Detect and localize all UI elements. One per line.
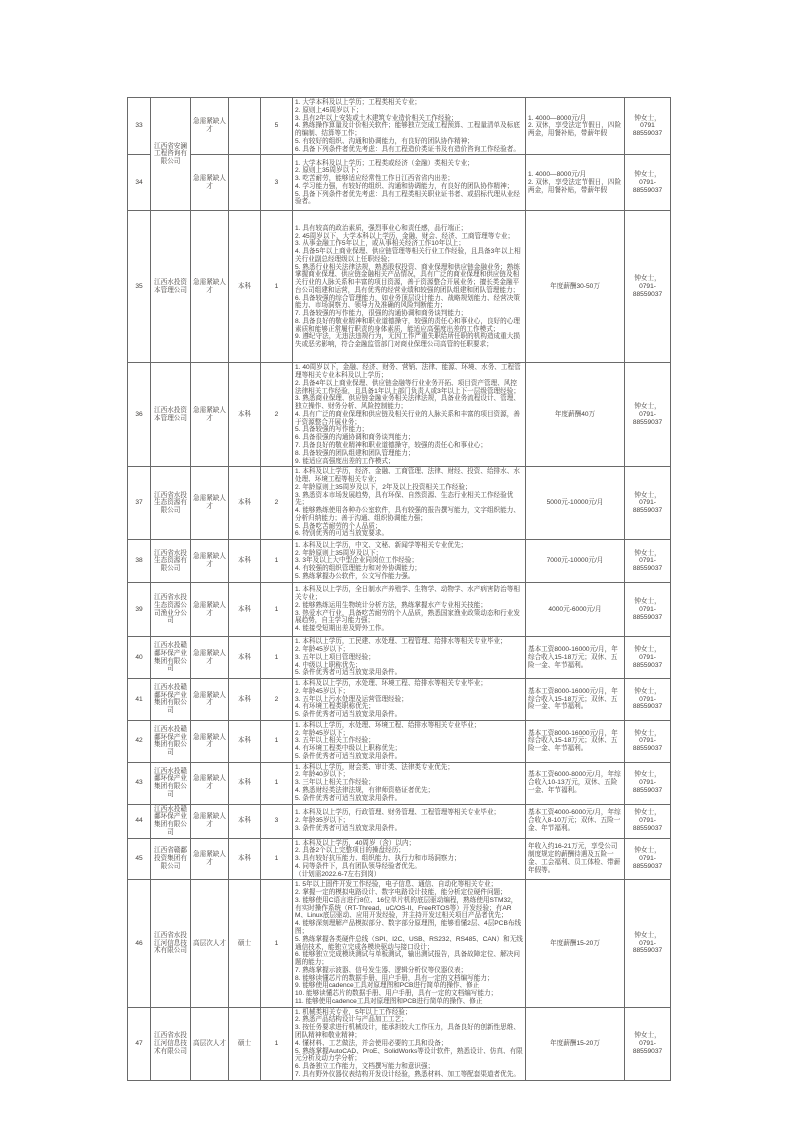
contact-cell xyxy=(625,762,671,804)
recruitment-table-body xyxy=(128,98,671,1081)
contact-cell xyxy=(625,467,671,540)
talent-type-cell: 急需紧缺人才 xyxy=(191,98,229,155)
contact-text: 88559037 xyxy=(632,661,663,669)
degree-cell: 本科 xyxy=(229,540,261,583)
row-number-cell: 43 xyxy=(128,762,151,804)
requirement-item: 6. 具备很强的沟通协调和商务谈判能力； xyxy=(295,434,415,442)
talent-type-cell: 急需紧缺人才 xyxy=(191,467,229,540)
requirements-cell xyxy=(293,679,526,721)
requirement-item: （计划需2022.6-7左右到岗） xyxy=(295,870,381,878)
row-number-cell: 34 xyxy=(128,155,151,211)
table-row xyxy=(128,720,671,762)
table-row xyxy=(128,1007,671,1080)
requirements-cell xyxy=(293,1007,526,1080)
requirements-cell xyxy=(293,880,526,1007)
requirement-item: 6. 能够独立完成模块测试与单板测试，输出测试报告，具备故障定位、解决问题的能力； xyxy=(295,951,520,967)
headcount-cell: 1 xyxy=(261,720,293,762)
requirements-cell xyxy=(293,583,526,637)
table-row xyxy=(128,679,671,721)
contact-text: 88559037 xyxy=(632,824,663,832)
contact-text: 0791- xyxy=(639,282,656,290)
degree-cell: 本科 xyxy=(229,762,261,804)
talent-type-cell: 高层次人才 xyxy=(191,880,229,1007)
salary-cell xyxy=(526,583,625,637)
requirement-item: 3. 能够使用C语言进行8位、16位单片机的底层驱动编程，熟练使用STM32，有实时操作系统（RT-Thread、uC/OS-II、FreeRTOS等）开发经验；有ARM、Linux底层驱动、应用开发经验，并主持开发过相关项目产品者优先； xyxy=(295,896,518,920)
requirements-cell xyxy=(293,762,526,804)
requirement-item: 2. 年龄35岁以下； xyxy=(295,817,350,825)
row-number-cell: 39 xyxy=(128,583,151,637)
headcount-cell: 2 xyxy=(261,679,293,721)
requirement-item: 2. 原则上35周岁以下； xyxy=(295,167,363,175)
company-cell: 江西省水投生态资源公司渔业分公司 xyxy=(151,583,191,637)
requirement-item: 4. 学习能力强，有较好的组织、沟通和协调能力，有良好的团队协作精神； xyxy=(295,182,514,190)
headcount-cell: 1 xyxy=(261,838,293,880)
requirement-item: 2. 年龄45岁以下； xyxy=(295,729,350,737)
row-number-cell: 35 xyxy=(128,211,151,363)
salary-cell xyxy=(526,467,625,540)
requirement-item: 1. 大学本科及以上学历；工程类或经济（金融）类相关专业； xyxy=(295,159,474,167)
contact-text: 钟女士， xyxy=(634,598,661,606)
salary-cell xyxy=(526,762,625,804)
contact-text: 0791- xyxy=(639,855,656,863)
salary-text: 年度薪酬15-20万 xyxy=(550,939,600,947)
contact-cell xyxy=(625,880,671,1007)
contact-text: 0791- xyxy=(639,653,656,661)
salary-cell xyxy=(526,720,625,762)
degree-cell: 本科 xyxy=(229,211,261,363)
salary-cell xyxy=(526,838,625,880)
requirement-item: 2. 年龄原则上35周岁及以下； xyxy=(295,549,383,557)
contact-text: 88559037 xyxy=(632,290,663,298)
table-row xyxy=(128,637,671,679)
requirement-item: 3. 熟悉商业保理、供应链金融业务相关法律法规，具备业务流程设计、管理、独立操作、财务分析、风险控制能力； xyxy=(295,395,520,411)
requirements-cell xyxy=(293,98,526,155)
requirements-cell xyxy=(293,211,526,363)
requirement-item: 5. 熟悉行业相关法律法规，熟悉股权投资、商业保理和供应链金融业务；熟练掌握商业保理、供应链金融相关产品情况，具有广泛的商业保理和供应链及相关行业的人脉关系和丰富的项目资源，善于资源整合开展业务；擅长类金融平台公司组建和运营，具有优秀的经营业绩和较强的团队组建和团队管理能力； xyxy=(295,263,520,294)
table-row xyxy=(128,98,671,155)
contact-text: 0791- xyxy=(639,939,656,947)
salary-cell xyxy=(526,98,625,155)
salary-cell xyxy=(526,880,625,1007)
requirements-cell xyxy=(293,467,526,540)
contact-text: 钟女士， xyxy=(634,1032,661,1039)
salary-cell xyxy=(526,211,625,363)
contact-text: 0791- xyxy=(639,557,656,565)
requirement-item: 3. 热爱水产行业，具备吃苦耐劳的个人品质，熟悉国家渔业政策动态和行业发展趋势，自主学习能力强； xyxy=(295,609,520,625)
contact-text: 0791- xyxy=(639,737,656,745)
talent-type-cell: 急需紧缺人才 xyxy=(191,155,229,211)
requirement-item: 1. 40周岁以下，金融、经济、财务、营销、法律、能源、环境、水务、工程管理等相关专业本科及以上学历； xyxy=(295,364,521,380)
contact-text: 88559037 xyxy=(632,1047,663,1055)
contact-text: 88559037 xyxy=(632,418,663,426)
contact-text: 钟女士， xyxy=(634,549,661,557)
requirement-item: 1. 本科及以上学历，水处理、环境工程、给排水等相关专业毕业； xyxy=(295,680,487,688)
requirement-item: 3. 熟悉资本市场发展趋势，具有环保、自然资源、生态行业相关工作经验优先； xyxy=(295,491,514,507)
contact-text: 88559037 xyxy=(632,186,663,194)
requirement-item: 1. 大学本科及以上学历；工程类相关专业； xyxy=(295,99,422,106)
row-number-cell: 36 xyxy=(128,363,151,467)
talent-type-cell: 急需紧缺人才 xyxy=(191,637,229,679)
table-row xyxy=(128,540,671,583)
contact-cell xyxy=(625,540,671,583)
requirement-item: 1. 本科及以上学历，经济、金融、工商管理、法律、财经、投资、给排水、水处理、环境工程等相关专业； xyxy=(295,468,520,484)
requirement-item: 9. 遵纪守法，无违法违规行为，无因工作严重失职给所任职的机构造成重大损失或恶劣影响，符合金融监管部门对商业保理公司高管的任职要求； xyxy=(295,333,520,349)
requirement-item: 1. 本科及以上学历，中文、文秘、新闻学等相关专业优先； xyxy=(295,541,468,549)
requirement-item: 3. 从事金融工作5年以上，或从事相关经济工作10年以上； xyxy=(295,240,465,248)
row-number-cell: 42 xyxy=(128,720,151,762)
salary-text: 基本工资6000-8000元/月，年综合收入10-13万元，双休、五险一金、年节福利。 xyxy=(528,771,621,794)
headcount-cell: 1 xyxy=(261,211,293,363)
contact-cell xyxy=(625,804,671,838)
salary-text: 基本工资8000-16000元/月，年综合收入15-18万元；双休、五险一金、年节福利。 xyxy=(528,687,618,711)
contact-cell xyxy=(625,583,671,637)
requirement-item: 4. 熟悉财经类法律法规，有律师资格证者优先； xyxy=(295,786,435,794)
salary-text: 1. 4000—8000元/月 xyxy=(528,114,587,122)
talent-type-cell: 急需紧缺人才 xyxy=(191,762,229,804)
requirement-item: 5. 条件优秀者可适当放宽录用条件。 xyxy=(295,752,402,760)
contact-text: 钟女士， xyxy=(634,931,661,939)
salary-text: 年收入约16-21万元，享受公司制度规定的薪酬待遇及五险一金、工会福利、员工体检、带薪年假等。 xyxy=(528,843,621,874)
table-row xyxy=(128,880,671,1007)
requirements-cell xyxy=(293,637,526,679)
requirement-item: 2. 年龄原则上35周岁及以下，2年及以上投资相关工作经验； xyxy=(295,483,472,491)
requirement-item: 7. 具备较强的写作能力，很强的沟通协调和商务谈判能力； xyxy=(295,310,468,318)
requirement-item: 3. 三年以上相关工作经验； xyxy=(295,779,375,787)
contact-text: 88559037 xyxy=(632,703,663,711)
salary-text: 2. 双休，享受法定节假日，四险两金，用餐补贴，带薪年假 xyxy=(528,178,622,194)
salary-text: 4000元-6000元/月 xyxy=(548,605,602,613)
requirement-item: 2. 年龄45岁以下； xyxy=(295,687,350,695)
contact-text: 钟女士， xyxy=(634,771,661,779)
talent-type-cell: 急需紧缺人才 xyxy=(191,583,229,637)
contact-cell xyxy=(625,363,671,467)
salary-text: 7000元-10000元/月 xyxy=(546,557,604,565)
requirement-item: 1. 5年以上固件开发工作经验，电子信息、通信、自动化等相关专业； xyxy=(295,881,498,889)
row-number-cell: 33 xyxy=(128,98,151,155)
salary-text: 5000元-10000元/月 xyxy=(546,499,604,507)
contact-text: 0791- xyxy=(639,178,656,186)
requirement-item: 4. 能够熟练使用各种办公室软件，具有较强的报告撰写能力，文字组织能力、分析归纳能力；善于沟通、组织协调能力强； xyxy=(295,507,520,522)
requirement-item: 11. 能够使用cadence工具对原理图和PCB进行简单的操作、修正 xyxy=(295,997,483,1005)
contact-text: 钟女士， xyxy=(634,171,661,179)
requirement-item: 4. 能够深刻理解产品模拟部分、数字部分原理图，能够看懂2层、4层PCB布线图； xyxy=(295,920,522,935)
requirement-item: 9. 能适应高强度出差的工作模式； xyxy=(295,457,395,465)
degree-cell: 本科 xyxy=(229,838,261,880)
contact-cell xyxy=(625,637,671,679)
contact-text: 钟女士， xyxy=(634,729,661,737)
degree-cell: 本科 xyxy=(229,679,261,721)
requirement-item: 5. 熟练掌握办公软件，公文写作能力强。 xyxy=(295,572,415,580)
requirements-cell xyxy=(293,155,526,211)
contact-text: 88559037 xyxy=(632,565,663,573)
requirement-item: 3. 吃苦耐劳，能够适应经常性工作日江西省省内出差； xyxy=(295,175,454,183)
requirement-item: 4. 有较强的组织管理能力和对外协调能力； xyxy=(295,565,422,573)
degree-cell xyxy=(229,155,261,211)
contact-text: 0791- xyxy=(639,410,656,418)
company-cell: 江西水投赣鄱环保产业集团有限公司 xyxy=(151,804,191,838)
table-row xyxy=(128,804,671,838)
headcount-cell: 1 xyxy=(261,762,293,804)
requirement-item: 5. 熟练掌握各类硬件总线（SPI、I2C、USB、RS232、RS485、CAN）和无线通信技术，能独立完成各模块驱动与接口设计； xyxy=(295,935,523,951)
requirement-item: 1. 本科及以上学历，全日制水产养殖学、生物学、动物学、水产病害防治等相关专业； xyxy=(295,586,520,602)
requirement-item: 4. 能接受短期出差及野外工作。 xyxy=(295,625,389,633)
recruitment-table xyxy=(127,97,671,1081)
salary-cell xyxy=(526,540,625,583)
row-number-cell: 40 xyxy=(128,637,151,679)
company-cell: 江西水投赣鄱环保产业集团有限公司 xyxy=(151,637,191,679)
requirement-item: 4. 懂材料、工艺做法，并会使用必要的工具和设备； xyxy=(295,1039,448,1047)
talent-type-cell: 急需紧缺人才 xyxy=(191,679,229,721)
table-row xyxy=(128,363,671,467)
requirement-item: 4. 有环境工程类中级以上职称优先； xyxy=(295,745,402,753)
headcount-cell: 2 xyxy=(261,467,293,540)
contact-cell xyxy=(625,211,671,363)
requirement-item: 3. 五年以上相关工作经验； xyxy=(295,737,375,745)
headcount-cell: 1 xyxy=(261,1007,293,1080)
requirement-item: 1. 本科及以上学历，40周岁（含）以内； xyxy=(295,839,416,847)
contact-text: 钟女士， xyxy=(634,275,661,283)
salary-text: 年度薪酬40万 xyxy=(554,410,596,418)
requirement-item: 8. 具备良好的敬业精神和职业道德操守，较强的责任心和事业心，良好的心理素质和能够正常履行职责的身体素质，能适应高强度出差的工作模式； xyxy=(295,317,520,333)
requirements-cell xyxy=(293,804,526,838)
requirement-item: 2. 能够熟练运用生物统计分析方法，熟练掌握水产专业相关技能； xyxy=(295,601,487,609)
requirement-item: 5. 条件优秀者可适当放宽录用条件。 xyxy=(295,794,402,802)
requirement-item: 7. 具有野外仪器仪表结构开发设计经验，熟悉材料、加工等配套渠道者优先。 xyxy=(295,1070,520,1078)
requirement-item: 5. 有较好的组织、沟通和协调能力，有良好的团队协作精神； xyxy=(295,137,474,145)
degree-cell: 本科 xyxy=(229,583,261,637)
salary-cell xyxy=(526,637,625,679)
headcount-cell: 3 xyxy=(261,804,293,838)
requirement-item: 4. 同等条件下，具有团队领导经验者优先。 xyxy=(295,862,422,870)
talent-type-cell: 急需紧缺人才 xyxy=(191,804,229,838)
salary-text: 1. 4000—8000元/月 xyxy=(528,171,587,179)
row-number-cell: 46 xyxy=(128,880,151,1007)
contact-cell xyxy=(625,720,671,762)
table-row xyxy=(128,467,671,540)
contact-text: 0791- xyxy=(639,817,656,825)
requirement-item: 5. 条件优秀者可适当放宽录用条件。 xyxy=(295,669,402,677)
company-cell: 江西水投赣鄱环保产业集团有限公司 xyxy=(151,679,191,721)
requirement-item: 2. 具备4年以上商业保理、供应链金融等行业业务开拓、项目资产管理、风控法律相关工作经验，且具备1年以上部门负责人或3年以上下一层级管理经验； xyxy=(295,379,520,395)
contact-text: 88559037 xyxy=(632,130,663,138)
requirement-item: 5. 熟练掌握AutoCAD、ProE、SolidWorks等设计软件，熟悉设计、仿真、有限元分析及动力学分析； xyxy=(295,1047,523,1063)
company-cell: 江西省水投江河信息技术有限公司 xyxy=(151,1007,191,1080)
headcount-cell: 5 xyxy=(261,98,293,155)
contact-cell xyxy=(625,98,671,155)
degree-cell: 本科 xyxy=(229,637,261,679)
row-number-cell: 44 xyxy=(128,804,151,838)
requirement-item: 2. 原则上45周岁以下； xyxy=(295,106,363,114)
requirement-item: 7. 具备良好的敬业精神和职业道德操守，较强的责任心和事业心； xyxy=(295,442,487,450)
salary-text: 基本工资8000-16000元/月，年综合收入15-18万元；双休、五险一金、年节福利。 xyxy=(528,729,618,753)
headcount-cell: 2 xyxy=(261,363,293,467)
requirement-item: 4. 具有广泛的商业保理和供应链及相关行业的人脉关系和丰富的项目资源，善于资源整合开展业务； xyxy=(295,410,520,426)
contact-text: 钟女士， xyxy=(634,809,661,817)
requirements-cell xyxy=(293,838,526,880)
row-number-cell: 41 xyxy=(128,679,151,721)
row-number-cell: 45 xyxy=(128,838,151,880)
contact-cell xyxy=(625,1007,671,1080)
salary-text: 2. 双休，享受法定节假日，四险两金，用餐补贴，带薪年假 xyxy=(528,122,622,138)
contact-cell xyxy=(625,155,671,211)
contact-cell xyxy=(625,838,671,880)
contact-text: 88559037 xyxy=(632,507,663,515)
contact-text: 0791- xyxy=(639,695,656,703)
requirement-item: 5. 具备较强的写作能力； xyxy=(295,426,369,434)
contact-text: 88559037 xyxy=(632,786,663,794)
company-cell: 江西省水投江河信息技术有限公司 xyxy=(151,880,191,1007)
degree-cell xyxy=(229,98,261,155)
talent-type-cell: 急需紧缺人才 xyxy=(191,363,229,467)
requirement-item: 2. 具备2个以上完整项目的操盘经历； xyxy=(295,847,405,855)
row-number-cell: 37 xyxy=(128,467,151,540)
requirement-item: 8. 具备较强的团队组建和团队管理能力； xyxy=(295,449,415,457)
contact-text: 钟女士， xyxy=(634,491,661,499)
requirement-item: 1. 本科及以上学历，行政管理、财务管理、工程管理等相关专业毕业； xyxy=(295,809,501,817)
requirements-cell xyxy=(293,540,526,583)
table-row xyxy=(128,838,671,880)
requirement-item: 3. 条件优秀者可适当放宽录用条件。 xyxy=(295,824,402,832)
requirements-cell xyxy=(293,720,526,762)
requirement-item: 4. 具备5年以上商业保理、供应链管理等相关行业工作经验，且具备3年以上相关行业副总经理级以上任职经验； xyxy=(295,248,521,263)
requirement-item: 3. 五年以上污水处理及运营管理经验； xyxy=(295,695,408,703)
contact-text: 88559037 xyxy=(632,862,663,870)
requirement-item: 6. 具备独立工作能力，文档撰写能力和意识强； xyxy=(295,1063,435,1071)
requirement-item: 1. 机械类相关专业，5年以上工作经验； xyxy=(295,1008,412,1016)
salary-cell xyxy=(526,679,625,721)
degree-cell: 硕士 xyxy=(229,880,261,1007)
table-row xyxy=(128,762,671,804)
headcount-cell: 1 xyxy=(261,540,293,583)
requirement-item: 2. 年龄45岁以下； xyxy=(295,645,350,653)
salary-cell xyxy=(526,155,625,211)
company-cell: 江西水投资本管理公司 xyxy=(151,211,191,363)
salary-text: 年度薪酬30-50万 xyxy=(550,282,600,290)
company-cell: 江西水投资本管理公司 xyxy=(151,363,191,467)
requirement-item: 4. 熟练操作算量及计价相关软件；能够独立完成工程预算、工程量清单及标底的编制、结算等工作； xyxy=(295,122,520,138)
contact-text: 0791- xyxy=(639,605,656,613)
requirement-item: 6. 具备较强的综合管理能力，如业务顶层设计能力、战略规划能力、经营决策能力、市场洞察力、领导力及准确的风险判断能力； xyxy=(295,294,520,310)
contact-text: 钟女士， xyxy=(634,847,661,855)
contact-text: 0791 xyxy=(640,122,655,130)
requirement-item: 2. 掌握一定的模拟电路设计、数字电路设计技能，能分析定位硬件问题； xyxy=(295,889,507,897)
company-cell: 江西省安澜工程咨询有限公司 xyxy=(151,98,191,211)
talent-type-cell: 高层次人才 xyxy=(191,1007,229,1080)
table-row xyxy=(128,583,671,637)
degree-cell: 本科 xyxy=(229,363,261,467)
company-cell: 江西省水投生态资源有限公司 xyxy=(151,540,191,583)
headcount-cell: 1 xyxy=(261,880,293,1007)
company-cell: 江西省水投生态资源有限公司 xyxy=(151,467,191,540)
degree-cell: 本科 xyxy=(229,804,261,838)
requirement-item: 10. 能够读懂芯片的数据手册、用户手册，具有一定的文档编写能力； xyxy=(295,990,498,998)
talent-type-cell: 急需紧缺人才 xyxy=(191,211,229,363)
requirements-cell xyxy=(293,363,526,467)
salary-text: 年度薪酬15-20万 xyxy=(550,1039,600,1047)
requirement-item: 3. 五年以上项目管理经验； xyxy=(295,653,375,661)
requirement-item: 5. 具备吃苦耐劳的个人品质； xyxy=(295,522,382,530)
company-cell: 江西水投赣鄱环保产业集团有限公司 xyxy=(151,762,191,804)
salary-text: 基本工资4000-6000元/月，年综合收入8-10万元；双休、五险一金、年节福利。 xyxy=(528,809,621,832)
talent-type-cell: 急需紧缺人才 xyxy=(191,540,229,583)
contact-text: 钟女士， xyxy=(634,645,661,653)
requirement-item: 3. 按任务要求进行机械设计，能承担较大工作压力，具备良好的创新性思维、团队精神和敬业精神； xyxy=(295,1024,520,1039)
table-row xyxy=(128,155,671,211)
salary-text: 基本工资8000-16000元/月，年综合收入15-18万元；双休、五险一金、年节福利。 xyxy=(528,645,618,669)
talent-type-cell: 急需紧缺人才 xyxy=(191,720,229,762)
degree-cell: 硕士 xyxy=(229,1007,261,1080)
company-cell: 江西省赣鄱投资集团有限公司 xyxy=(151,838,191,880)
requirement-item: 1. 本科以上学历，工民建、水处理、工程管理、给排水等相关专业毕业； xyxy=(295,638,507,646)
requirement-item: 1. 具有较高的政治素质，强烈事业心和责任感，品行端正； xyxy=(295,224,468,232)
contact-text: 0791- xyxy=(639,779,656,787)
contact-text: 钟女士， xyxy=(634,114,661,122)
contact-cell xyxy=(625,679,671,721)
salary-cell xyxy=(526,363,625,467)
requirement-item: 1. 本科以上学历，水处理、环境工程、给排水等相关专业毕业； xyxy=(295,721,481,729)
requirement-item: 2. 45周岁以下，大学本科以上学历，金融、财会、经济、工商管理等专业； xyxy=(295,232,515,240)
requirement-item: 4. 有环境工程类职称优先； xyxy=(295,703,375,711)
headcount-cell: 1 xyxy=(261,637,293,679)
requirement-item: 1. 本科以上学历，财会类、审计类、法律类专业优先； xyxy=(295,763,454,771)
contact-text: 88559037 xyxy=(632,745,663,753)
salary-cell xyxy=(526,1007,625,1080)
headcount-cell: 3 xyxy=(261,155,293,211)
requirement-item: 4. 中级以上职称优先； xyxy=(295,661,362,669)
headcount-cell: 1 xyxy=(261,583,293,637)
row-number-cell: 47 xyxy=(128,1007,151,1080)
requirement-item: 2. 熟悉产品结构设计与产品加工工艺； xyxy=(295,1016,408,1024)
requirement-item: 2. 年龄40岁以下； xyxy=(295,771,350,779)
company-cell: 江西水投赣鄱环保产业集团有限公司 xyxy=(151,720,191,762)
degree-cell: 本科 xyxy=(229,720,261,762)
table-row xyxy=(128,211,671,363)
row-number-cell: 38 xyxy=(128,540,151,583)
requirement-item: 3. 具有较好抗压能力、组织能力、执行力和市场洞察力； xyxy=(295,855,461,863)
requirement-item: 6. 特别优秀的可适当放宽要求。 xyxy=(295,530,389,538)
requirement-item: 9. 能够使用cadence工具对原理图和PCB进行简单的操作、修正 xyxy=(295,982,480,990)
contact-text: 88559037 xyxy=(632,613,663,621)
requirement-item: 3. 3年及以上大中型企业同岗位工作经验； xyxy=(295,557,419,565)
requirement-item: 5. 具备下列条件者优先考虑：具有工程类相关职业证书者、或招标代理从业经验者。 xyxy=(295,190,520,206)
contact-text: 钟女士， xyxy=(634,687,661,695)
contact-text: 88559037 xyxy=(632,947,663,955)
requirement-item: 7. 熟练掌握示波器、信号发生器、逻辑分析仪等仪器仪表； xyxy=(295,966,468,974)
contact-text: 钟女士， xyxy=(634,403,661,411)
degree-cell: 本科 xyxy=(229,467,261,540)
requirement-item: 5. 条件优秀者可适当放宽录用条件。 xyxy=(295,711,402,719)
talent-type-cell: 急需紧缺人才 xyxy=(191,838,229,880)
requirement-item: 3. 具有2年以上安装或土木建筑专业造价相关工作经验； xyxy=(295,114,458,122)
requirement-item: 6. 具备下列条件者优先考虑：具有工程造价类证书及有造价咨询工作经验者。 xyxy=(295,145,520,153)
salary-cell xyxy=(526,804,625,838)
requirement-item: 8. 能够读懂芯片的数据手册、用户手册，具有一定的文档编写能力； xyxy=(295,974,494,982)
contact-text: 0791- xyxy=(639,499,656,507)
contact-text: 0791- xyxy=(639,1039,656,1047)
